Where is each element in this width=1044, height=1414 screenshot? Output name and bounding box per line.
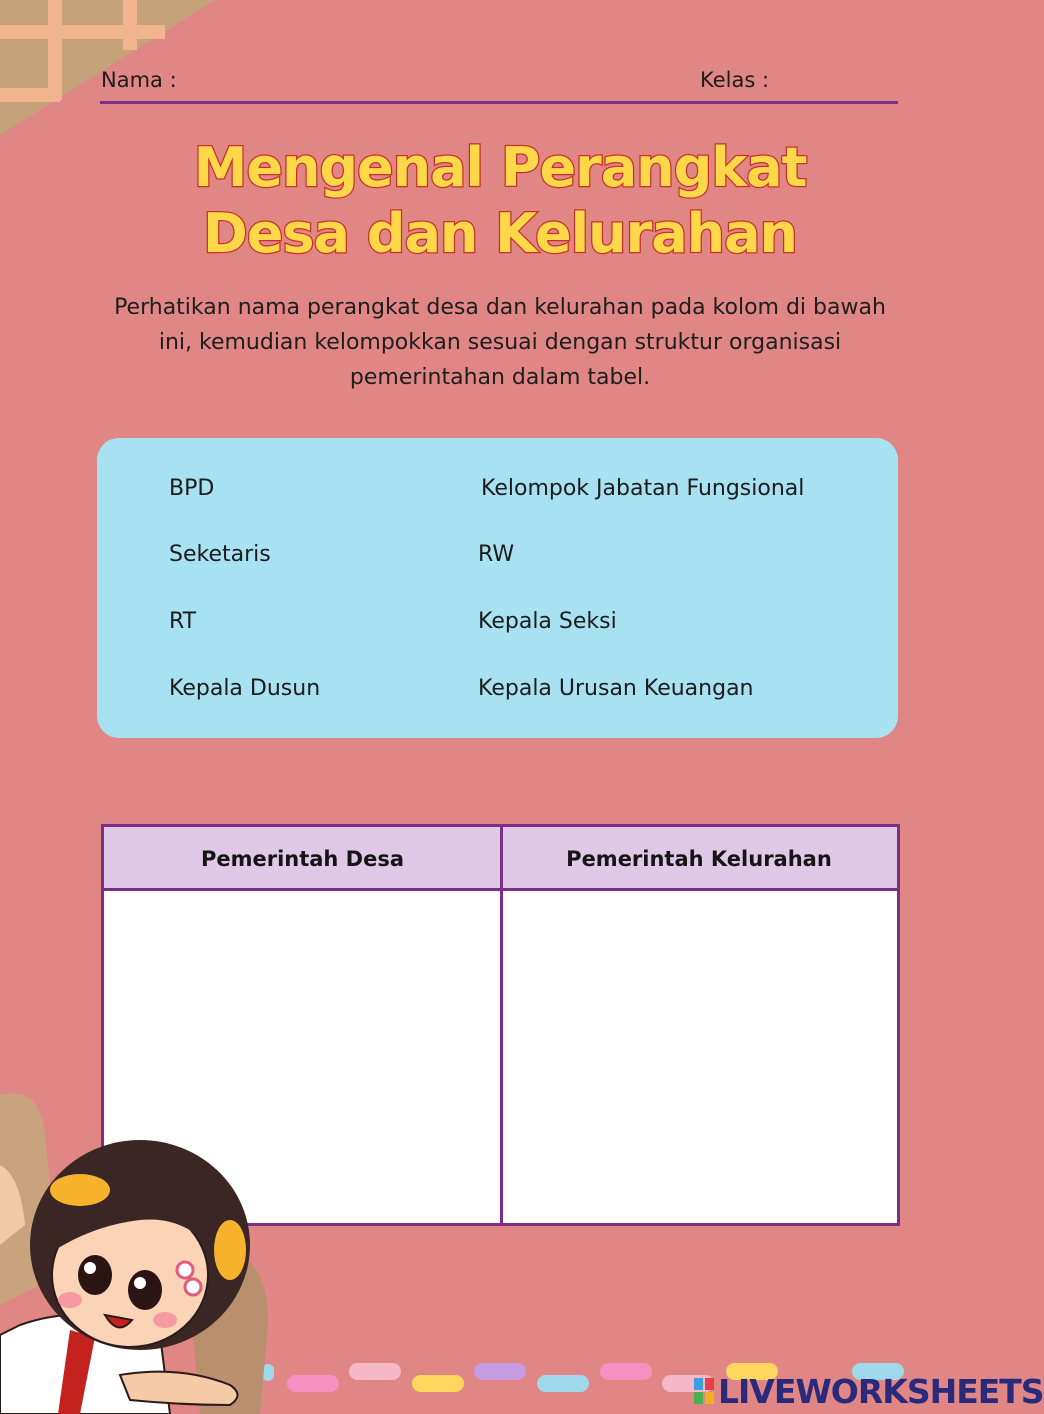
table-header-desa: Pemerintah Desa: [104, 827, 501, 891]
word-bank-item[interactable]: Kepala Dusun: [169, 676, 321, 701]
decorative-dash: [474, 1363, 526, 1380]
liveworksheets-logo[interactable]: LIVEWORKSHEETS: [718, 1372, 1044, 1411]
decorative-dash: [349, 1363, 401, 1380]
title-line-2: Desa dan Kelurahan: [202, 202, 798, 265]
word-bank-item[interactable]: RT: [169, 609, 197, 634]
name-label: Nama :: [101, 68, 177, 92]
table-header-kelurahan: Pemerintah Kelurahan: [501, 827, 897, 891]
instruction-text: Perhatikan nama perangkat desa dan kelurahan pada kolom di bawah ini, kemudian kelompokkan sesuai dengan struktur organisasi pemerintahan dalam tabel.: [114, 295, 886, 390]
word-bank-item[interactable]: Kepala Urusan Keuangan: [478, 676, 754, 701]
decorative-dash: [287, 1375, 339, 1392]
decorative-dash: [537, 1375, 589, 1392]
word-bank-item[interactable]: Kelompok Jabatan Fungsional: [481, 476, 805, 501]
decorative-dash: [600, 1363, 652, 1380]
word-bank-item[interactable]: RW: [478, 542, 515, 567]
word-bank-item[interactable]: Seketaris: [169, 542, 271, 567]
worksheet-title: [0, 135, 1000, 267]
word-bank-panel: [97, 438, 898, 738]
liveworksheets-badge-icon: [694, 1378, 714, 1404]
student-girl-illustration: [0, 1075, 290, 1414]
word-bank-item[interactable]: BPD: [169, 476, 215, 501]
title-line-1: Mengenal Perangkat: [193, 136, 807, 199]
word-bank-item[interactable]: Kepala Seksi: [478, 609, 617, 634]
class-label: Kelas :: [700, 68, 770, 92]
header-underline: [100, 101, 898, 104]
drop-zone-kelurahan[interactable]: [503, 891, 897, 1223]
decorative-dash: [412, 1375, 464, 1392]
